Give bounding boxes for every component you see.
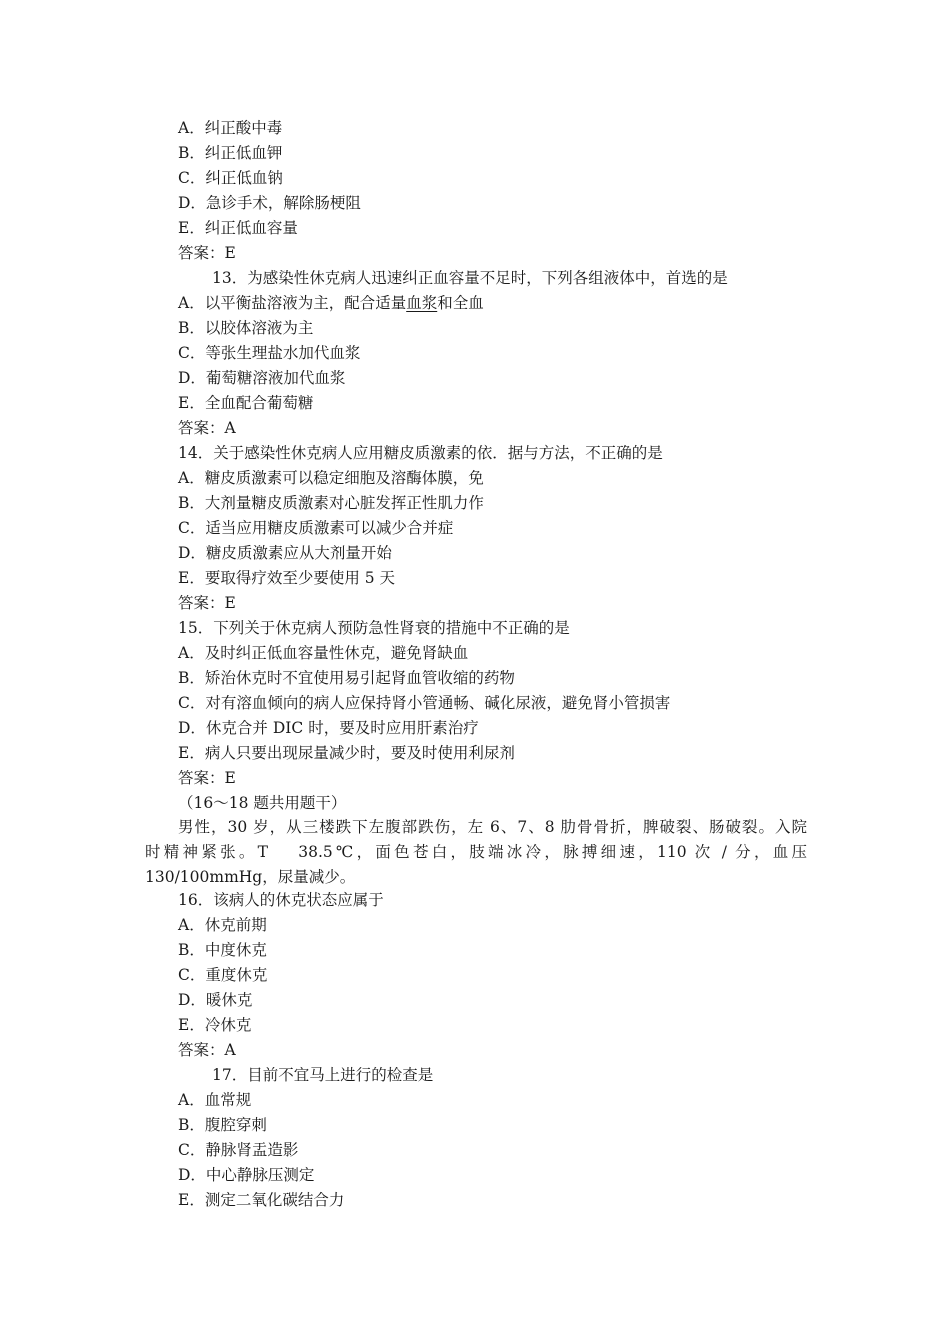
q15-option-b: B．矫治休克时不宜使用易引起肾血管收缩的药物 <box>178 669 515 687</box>
q17-option-b: B．腹腔穿刺 <box>178 1116 267 1134</box>
q15-option-e: E．病人只要出现尿量减少时，要及时使用利尿剂 <box>178 744 515 762</box>
q13-option-c: C．等张生理盐水加代血浆 <box>178 344 361 362</box>
q15-option-c: C．对有溶血倾向的病人应保持肾小管通畅、碱化尿液，避免肾小管损害 <box>178 694 671 712</box>
q17-stem: 17．目前不宜马上进行的检查是 <box>212 1066 434 1084</box>
q16-option-d: D．暖休克 <box>178 991 253 1009</box>
plasma-link[interactable]: 血浆 <box>406 294 438 312</box>
shared-stem-paragraph <box>145 815 807 890</box>
shared-stem-line-1: 男性，30 岁，从三楼跌下左腹部跌伤，左 6、7、8 肋骨骨折，脾破裂、肠破裂。入院 <box>178 818 807 836</box>
q16-stem: 16．该病人的休克状态应属于 <box>178 891 384 909</box>
q12-option-b: B．纠正低血钾 <box>178 144 283 162</box>
q17-option-e: E．测定二氧化碳结合力 <box>178 1191 345 1209</box>
q13-answer: 答案：A <box>178 419 236 437</box>
q16-option-a: A．休克前期 <box>178 916 267 934</box>
q15-option-a: A．及时纠正低血容量性休克，避免肾缺血 <box>178 644 469 662</box>
q13-option-a <box>178 293 484 313</box>
q16-option-e: E．冷休克 <box>178 1016 252 1034</box>
q13-option-b: B．以胶体溶液为主 <box>178 319 314 337</box>
q17-option-d: D．中心静脉压测定 <box>178 1166 315 1184</box>
q13-option-d: D．葡萄糖溶液加代血浆 <box>178 369 346 387</box>
q14-option-b: B．大剂量糖皮质激素对心脏发挥正性肌力作 <box>178 494 484 512</box>
q14-option-e: E．要取得疗效至少要使用 5 天 <box>178 569 396 587</box>
q14-answer: 答案：E <box>178 594 236 612</box>
q16-option-b: B．中度休克 <box>178 941 267 959</box>
q12-option-e: E．纠正低血容量 <box>178 219 298 237</box>
q13-option-a-text: A．以平衡盐溶液为主，配合适量 <box>178 294 407 312</box>
q15-stem: 15．下列关于休克病人预防急性肾衰的措施中不正确的是 <box>178 619 570 637</box>
q14-option-c: C．适当应用糖皮质激素可以减少合并症 <box>178 519 454 537</box>
shared-stem-line-3: 130/100mmHg，尿量减少。 <box>145 868 356 886</box>
q17-option-c: C．静脉肾盂造影 <box>178 1141 299 1159</box>
q16-option-c: C．重度休克 <box>178 966 268 984</box>
q15-option-d: D．休克合并 DIC 时，要及时应用肝素治疗 <box>178 719 479 737</box>
q15-answer: 答案：E <box>178 769 236 787</box>
q13-option-e: E．全血配合葡萄糖 <box>178 394 314 412</box>
q12-option-a: A．纠正酸中毒 <box>178 119 283 137</box>
shared-stem-line-2: 时精神紧张。T 38.5℃，面色苍白，肢端冰冷，脉搏细速，110 次 / 分，血压 <box>145 843 807 861</box>
q12-answer: 答案：E <box>178 244 236 262</box>
q17-option-a: A．血常规 <box>178 1091 252 1109</box>
q14-stem: 14．关于感染性休克病人应用糖皮质激素的依．据与方法，不正确的是 <box>178 444 663 462</box>
shared-stem-header: （16～18 题共用题干） <box>178 794 347 812</box>
q12-option-d: D．急诊手术，解除肠梗阻 <box>178 194 361 212</box>
q16-answer: 答案：A <box>178 1041 236 1059</box>
q14-option-a: A．糖皮质激素可以稳定细胞及溶酶体膜，免 <box>178 469 484 487</box>
q12-option-c: C．纠正低血钠 <box>178 169 283 187</box>
q14-option-d: D．糖皮质激素应从大剂量开始 <box>178 544 392 562</box>
q13-stem: 13．为感染性休克病人迅速纠正血容量不足时，下列各组液体中，首选的是 <box>212 269 728 287</box>
q13-option-a-tail: 和全血 <box>437 294 484 312</box>
